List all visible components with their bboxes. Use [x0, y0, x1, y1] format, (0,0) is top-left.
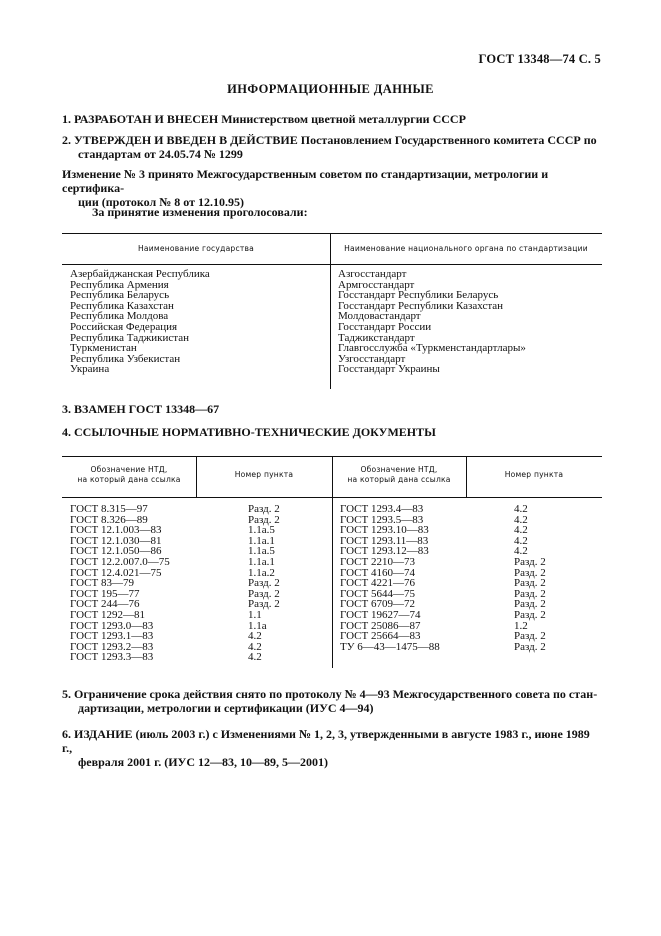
ntd-designation: ГОСТ 25086—87	[340, 619, 421, 632]
item-number: 1.1а.5	[248, 524, 275, 537]
standards-body-name: Молдовастандарт	[338, 310, 421, 323]
ntd-designation: ТУ 6—43—1475—88	[340, 640, 440, 653]
section-4: 4. ССЫЛОЧНЫЕ НОРМАТИВНО-ТЕХНИЧЕСКИЕ ДОКУМЕНТЫ	[62, 425, 436, 439]
item-number: Разд. 2	[514, 630, 546, 643]
state-name: Туркменистан	[70, 342, 137, 355]
right-item-header: Номер пункта	[504, 470, 564, 479]
ntd-designation: ГОСТ 83—79	[70, 577, 134, 590]
column-divider	[330, 233, 331, 389]
ntd-designation: ГОСТ 1293.11—83	[340, 534, 429, 547]
standards-body-name: Главгосслужба «Туркменстандартлары»	[338, 342, 526, 355]
section-5-line-2: дартизации, метрологии и сертификации (ИУС 4—94)	[78, 701, 374, 715]
left-designation-header	[62, 465, 196, 485]
ntd-designation: ГОСТ 12.1.003—83	[70, 524, 162, 537]
item-number: Разд. 2	[248, 513, 280, 526]
left-docs-list	[70, 504, 170, 663]
ntd-designation: ГОСТ 1293.3—83	[70, 651, 154, 664]
section-2-line-2: стандартам от 24.05.74 № 1299	[78, 147, 243, 161]
state-name: Республика Молдова	[70, 310, 169, 323]
header-line: Обозначение НТД,	[360, 465, 438, 474]
table-top-rule	[62, 233, 602, 234]
item-number: Разд. 2	[514, 587, 546, 600]
item-number: 1.1а.2	[248, 566, 275, 579]
item-number: 4.2	[248, 640, 262, 653]
item-number: 1.2	[514, 619, 528, 632]
header-line: на который дана ссылка	[347, 475, 451, 484]
item-number: 4.2	[248, 630, 262, 643]
column-divider	[332, 456, 333, 668]
state-name: Республика Таджикистан	[70, 331, 189, 344]
item-number: 1.1а.5	[248, 545, 275, 558]
ntd-designation: ГОСТ 25664—83	[340, 630, 421, 643]
item-number: 1.1а.1	[248, 555, 275, 568]
ntd-designation: ГОСТ 12.1.030—81	[70, 534, 162, 547]
item-number: Разд. 2	[514, 555, 546, 568]
standards-body-name: Армгосстандарт	[338, 278, 415, 291]
table-header-rule	[62, 264, 602, 265]
states-col-header: Наименование государства	[138, 244, 254, 253]
item-number: 4.2	[514, 524, 528, 537]
change-3-note	[62, 167, 602, 209]
item-number: 4.2	[514, 534, 528, 547]
header-line: Обозначение НТД,	[90, 465, 168, 474]
standards-body-name: Госстандарт Республики Беларусь	[338, 289, 499, 302]
item-number: Разд. 2	[248, 503, 280, 515]
section-6-line-1: 6. ИЗДАНИЕ (июль 2003 г.) с Изменениями № 1, 2, 3, утвержденными в августе 1983 г., июне 1989 г.,	[62, 727, 590, 755]
section-5-line-1: 5. Ограничение срока действия снято по протоколу № 4—93 Межгосударственного совета по стан-	[62, 687, 598, 701]
item-number: 1.1а	[248, 619, 267, 632]
state-name: Республика Армения	[70, 278, 169, 291]
section-6	[62, 727, 602, 769]
section-2-line-1: 2. УТВЕРЖДЕН И ВВЕДЕН В ДЕЙСТВИЕ Постановлением Государственного комитета СССР по	[62, 133, 597, 147]
standards-body-name: Таджикстандарт	[338, 331, 415, 344]
references-table	[62, 456, 602, 668]
ntd-designation: ГОСТ 1293.10—83	[340, 524, 429, 537]
right-items-list	[514, 504, 546, 652]
item-number: 4.2	[248, 651, 262, 664]
bodies-list	[338, 269, 526, 375]
ntd-designation: ГОСТ 6709—72	[340, 598, 415, 611]
right-docs-list	[340, 504, 440, 652]
ntd-designation: ГОСТ 1293.12—83	[340, 545, 429, 558]
item-number: Разд. 2	[514, 608, 546, 621]
standards-body-name: Узгосстандарт	[338, 352, 406, 365]
voted-heading: За принятие изменения проголосовали:	[92, 205, 308, 219]
ntd-designation: ГОСТ 8.315—97	[70, 503, 148, 515]
ntd-designation: ГОСТ 1293.4—83	[340, 503, 424, 515]
ntd-designation: ГОСТ 19627—74	[340, 608, 421, 621]
page-title: ИНФОРМАЦИОННЫЕ ДАННЫЕ	[227, 82, 434, 96]
state-name: Украина	[70, 363, 110, 376]
ntd-designation: ГОСТ 1293.2—83	[70, 640, 154, 653]
item-number: Разд. 2	[248, 587, 280, 600]
item-number: Разд. 2	[514, 566, 546, 579]
page-reference: ГОСТ 13348—74 С. 5	[478, 52, 601, 66]
states-list	[70, 269, 210, 375]
section-5	[62, 687, 602, 715]
item-number: Разд. 2	[248, 598, 280, 611]
item-number: 4.2	[514, 513, 528, 526]
standards-body-name: Госстандарт Украины	[338, 363, 440, 376]
ntd-designation: ГОСТ 1293.0—83	[70, 619, 154, 632]
item-number: Разд. 2	[248, 577, 280, 590]
section-3: 3. ВЗАМЕН ГОСТ 13348—67	[62, 402, 220, 416]
state-name: Республика Узбекистан	[70, 352, 181, 365]
standards-body-name: Азгосстандарт	[338, 268, 407, 280]
item-number: 4.2	[514, 503, 528, 515]
bodies-col-header: Наименование национального органа по стандартизации	[344, 244, 588, 253]
item-number: 1.1	[248, 608, 262, 621]
ntd-designation: ГОСТ 1293.1—83	[70, 630, 154, 643]
state-name: Азербайджанская Республика	[70, 268, 210, 280]
state-name: Республика Казахстан	[70, 299, 174, 312]
ntd-designation: ГОСТ 12.2.007.0—75	[70, 555, 170, 568]
item-number: 1.1а.1	[248, 534, 275, 547]
ntd-designation: ГОСТ 195—77	[70, 587, 140, 600]
item-number: Разд. 2	[514, 598, 546, 611]
ntd-designation: ГОСТ 244—76	[70, 598, 140, 611]
ntd-designation: ГОСТ 12.4.021—75	[70, 566, 162, 579]
ntd-designation: ГОСТ 1292—81	[70, 608, 145, 621]
left-items-list	[248, 504, 280, 663]
change-3-line-2: ции (протокол № 8 от 12.10.95)	[78, 195, 245, 209]
ntd-designation: ГОСТ 12.1.050—86	[70, 545, 162, 558]
ntd-designation: ГОСТ 5644—75	[340, 587, 415, 600]
header-line: на который дана ссылка	[77, 475, 181, 484]
ntd-designation: ГОСТ 4221—76	[340, 577, 415, 590]
item-number: Разд. 2	[514, 577, 546, 590]
ntd-designation: ГОСТ 4160—74	[340, 566, 415, 579]
left-item-header: Номер пункта	[234, 470, 294, 479]
states-table	[62, 233, 602, 389]
ntd-designation: ГОСТ 1293.5—83	[340, 513, 424, 526]
item-number: Разд. 2	[514, 640, 546, 653]
state-name: Российская Федерация	[70, 320, 178, 333]
section-6-line-2: февраля 2001 г. (ИУС 12—83, 10—89, 5—2001)	[78, 755, 329, 769]
state-name: Республика Беларусь	[70, 289, 170, 302]
standards-body-name: Госстандарт России	[338, 320, 432, 333]
change-3-line-1: Изменение № 3 принято Межгосударственным советом по стандартизации, метрологии и сертифика-	[62, 167, 549, 195]
right-designation-header	[332, 465, 466, 485]
item-number: 4.2	[514, 545, 528, 558]
section-2	[62, 133, 602, 161]
ntd-designation: ГОСТ 8.326—89	[70, 513, 148, 526]
section-1: 1. РАЗРАБОТАН И ВНЕСЕН Министерством цветной металлургии СССР	[62, 112, 466, 126]
ntd-designation: ГОСТ 2210—73	[340, 555, 415, 568]
standards-body-name: Госстандарт Республики Казахстан	[338, 299, 504, 312]
